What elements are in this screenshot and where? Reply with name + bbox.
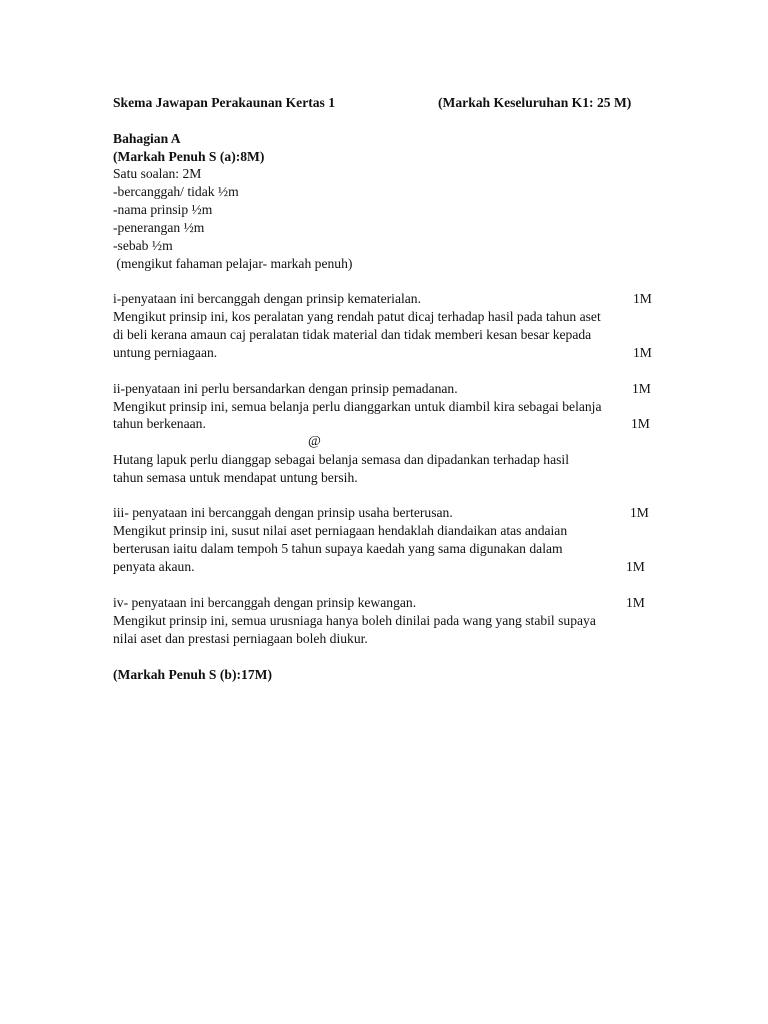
answer-i-explanation: di beli kerana amaun caj peralatan tidak material dan tidak memberi kesan besar kepada	[113, 327, 592, 342]
answer-i-explanation: Mengikut prinsip ini, kos peralatan yang rendah patut dicaj terhadap hasil pada tahun aset	[113, 309, 601, 324]
section-a-title: Bahagian A	[113, 131, 181, 146]
rubric-note: (mengikut fahaman pelajar- markah penuh)	[113, 256, 353, 271]
answer-iii-mark: 1M	[630, 505, 649, 520]
answer-iii-explanation: Mengikut prinsip ini, susut nilai aset perniagaan hendaklah diandaikan atas andaian	[113, 523, 568, 538]
total-marks: (Markah Keseluruhan K1: 25 M)	[438, 95, 632, 110]
answer-iv-mark: 1M	[626, 595, 645, 610]
answer-ii-mark: 1M	[631, 416, 650, 431]
answer-i-mark: 1M	[633, 291, 652, 306]
section-b-full-mark: (Markah Penuh S (b):17M)	[113, 667, 272, 682]
answer-ii-mark: 1M	[632, 381, 651, 396]
rubric-line: Satu soalan: 2M	[113, 166, 202, 181]
answer-iv-explanation: Mengikut prinsip ini, semua urusniaga hanya boleh dinilai pada wang yang stabil supaya	[113, 613, 596, 628]
rubric-line: -bercanggah/ tidak ½m	[113, 184, 239, 199]
answer-ii-alternative: tahun semasa untuk mendapat untung bersih.	[113, 470, 358, 485]
alternative-separator: @	[308, 434, 321, 449]
answer-ii-explanation: tahun berkenaan.	[113, 416, 206, 431]
answer-iii-mark: 1M	[626, 559, 645, 574]
answer-ii-explanation: Mengikut prinsip ini, semua belanja perlu dianggarkan untuk diambil kira sebagai belanja	[113, 399, 602, 414]
answer-ii-alternative: Hutang lapuk perlu dianggap sebagai belanja semasa dan dipadankan terhadap hasil	[113, 452, 569, 467]
answer-iii-statement: iii- penyataan ini bercanggah dengan prinsip usaha berterusan.	[113, 505, 453, 520]
rubric-line: -penerangan ½m	[113, 220, 205, 235]
rubric-line: -sebab ½m	[113, 238, 173, 253]
rubric-line: -nama prinsip ½m	[113, 202, 213, 217]
answer-iv-statement: iv- penyataan ini bercanggah dengan prinsip kewangan.	[113, 595, 417, 610]
document-title: Skema Jawapan Perakaunan Kertas 1	[113, 95, 336, 110]
answer-iii-explanation: penyata akaun.	[113, 559, 195, 574]
answer-iii-explanation: berterusan iaitu dalam tempoh 5 tahun supaya kaedah yang sama digunakan dalam	[113, 541, 563, 556]
section-a-full-mark: (Markah Penuh S (a):8M)	[113, 149, 265, 164]
answer-i-explanation: untung perniagaan.	[113, 345, 218, 360]
answer-i-statement: i-penyataan ini bercanggah dengan prinsip kematerialan.	[113, 291, 421, 306]
answer-i-mark: 1M	[633, 345, 652, 360]
answer-ii-statement: ii-penyataan ini perlu bersandarkan dengan prinsip pemadanan.	[113, 381, 458, 396]
answer-iv-explanation: nilai aset dan prestasi perniagaan boleh diukur.	[113, 631, 368, 646]
